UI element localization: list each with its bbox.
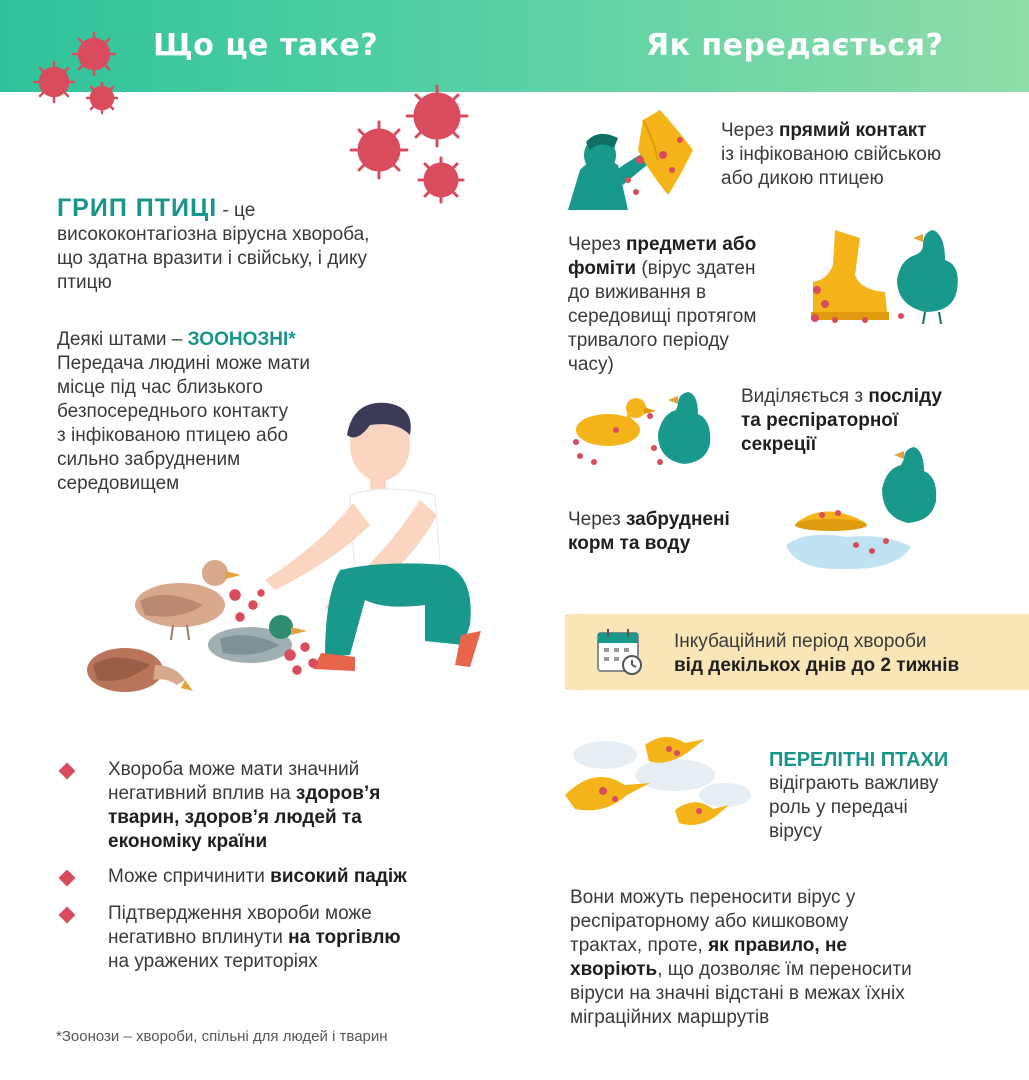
bullet-trade-line1: Підтвердження хвороби може: [108, 903, 372, 924]
definition-line3: що здатна вразити і свійську, і дику: [57, 248, 368, 269]
migratory-term: ПЕРЕЛІТНІ ПТАХИ: [769, 749, 949, 771]
feed-block: [568, 508, 778, 556]
carriers-line5: віруси на значні відстані в межах їхніх: [570, 983, 905, 1004]
contact-bold: прямий контакт: [778, 120, 927, 141]
fomites-plain: Через: [568, 234, 626, 255]
bullet-impact-line2: негативний вплив на: [108, 783, 296, 804]
bullet-trade: [108, 902, 468, 974]
contact-plain: Через: [721, 120, 779, 141]
zoonotic-line2: Передача людині може мати: [57, 353, 311, 374]
contact-line3: або дикою птицею: [721, 168, 884, 189]
carriers-line2: респіраторному або кишковому: [570, 911, 849, 932]
zoonotic-line3: місце під час близького: [57, 377, 263, 398]
zoonotic-line5: з інфікованою птицею або: [57, 425, 289, 446]
person-holding-bird-illustration: [568, 110, 703, 215]
definition-line1: - це: [217, 200, 256, 221]
migratory-birds-illustration: [565, 725, 755, 845]
migratory-line4: вірусу: [769, 821, 822, 842]
bullet-diamond-icon: [59, 907, 76, 924]
chicken-food-water-illustration: [776, 445, 946, 580]
footnote: *Зоонози – хвороби, спільні для людей і тварин: [56, 1028, 388, 1045]
zoonotic-line7: середовищем: [57, 473, 180, 494]
migratory-block: [769, 748, 1009, 844]
secretion-bold3: секреції: [741, 434, 817, 455]
definition-line2: висококонтагіозна вірусна хвороба,: [57, 224, 370, 245]
bullet-trade-bold: на торгівлю: [288, 927, 401, 948]
bullet-impact-bold4: економіку країни: [108, 831, 268, 852]
secretion-bold2: та респіраторної: [741, 410, 899, 431]
fomites-line5: тривалого періоду: [568, 330, 729, 351]
carriers-line6: міграційних маршрутів: [570, 1007, 770, 1028]
carriers-bold3: як правило, не: [708, 935, 848, 956]
fomites-line4: середовищі протягом: [568, 306, 757, 327]
fomites-block: [568, 233, 798, 377]
bullet-impact-bold2: здоров’я: [295, 783, 381, 804]
definition-block: [57, 196, 437, 295]
duck-and-chicken-illustration: [566, 390, 716, 475]
bullet-diamond-icon: [59, 763, 76, 780]
zoonotic-term: ЗООНОЗНІ*: [187, 329, 296, 350]
secretion-bold1: послiду: [868, 386, 942, 407]
incubation-line2: від декількох днів до 2 тижнів: [674, 655, 960, 676]
carriers-line1: Вони можуть переносити вірус у: [570, 887, 856, 908]
secretion-plain: Виділяється з: [741, 386, 869, 407]
bullet-diamond-icon: [59, 870, 76, 887]
bullet-mortality-bold: високий падіж: [270, 866, 407, 887]
left-title: Що це таке?: [153, 28, 379, 63]
fomites-bold2: фоміти: [568, 258, 637, 279]
zoonotic-prefix: Деякі штами –: [57, 329, 188, 350]
feed-bold2: корм та воду: [568, 533, 691, 554]
virus-cluster-icon: [345, 80, 475, 210]
incubation-text: [674, 630, 1014, 678]
bullet-impact-line1: Хвороба може мати значний: [108, 759, 360, 780]
fomites-line6: часу): [568, 354, 614, 375]
fomites-plain2: (вірус здатен: [636, 258, 756, 279]
definition-line4: птицю: [57, 272, 112, 293]
bullet-impact: [108, 758, 428, 854]
right-title: Як передається?: [646, 28, 944, 63]
bullet-trade-line3: на уражених територіях: [108, 951, 318, 972]
carriers-block: [570, 886, 1015, 1030]
fomites-bold1: предмети або: [625, 234, 757, 255]
person-feeding-birds-illustration: [85, 395, 495, 715]
fomites-line3: до виживання в: [568, 282, 707, 303]
carriers-line3: трактах, проте,: [570, 935, 709, 956]
contact-line2: із інфікованою свійською: [721, 144, 942, 165]
bullet-mortality-plain: Може спричинити: [108, 866, 271, 887]
migratory-line3: роль у передачі: [769, 797, 908, 818]
bullet-mortality: [108, 865, 468, 889]
carriers-bold4: хворіють: [570, 959, 658, 980]
feed-bold1: забруднені: [625, 509, 730, 530]
bullet-impact-bold3: тварин, здоров’я людей та: [108, 807, 362, 828]
bullet-trade-line2: негативно вплинути: [108, 927, 289, 948]
contact-block: [721, 119, 1021, 191]
calendar-icon: [596, 627, 644, 677]
virus-cluster-icon: [30, 28, 130, 123]
feed-plain: Через: [568, 509, 626, 530]
definition-term: ГРИП ПТИЦІ: [57, 194, 218, 222]
carriers-line4: , що дозволяє їм переносити: [657, 959, 912, 980]
header-bar: [0, 0, 1029, 92]
zoonotic-line6: сильно забрудненим: [57, 449, 241, 470]
incubation-line1: Інкубаційний період хвороби: [674, 631, 927, 652]
zoonotic-line4: безпосереднього контакту: [57, 401, 289, 422]
boot-and-chicken-illustration: [805, 220, 965, 330]
migratory-line2: відіграють важливу: [769, 773, 939, 794]
